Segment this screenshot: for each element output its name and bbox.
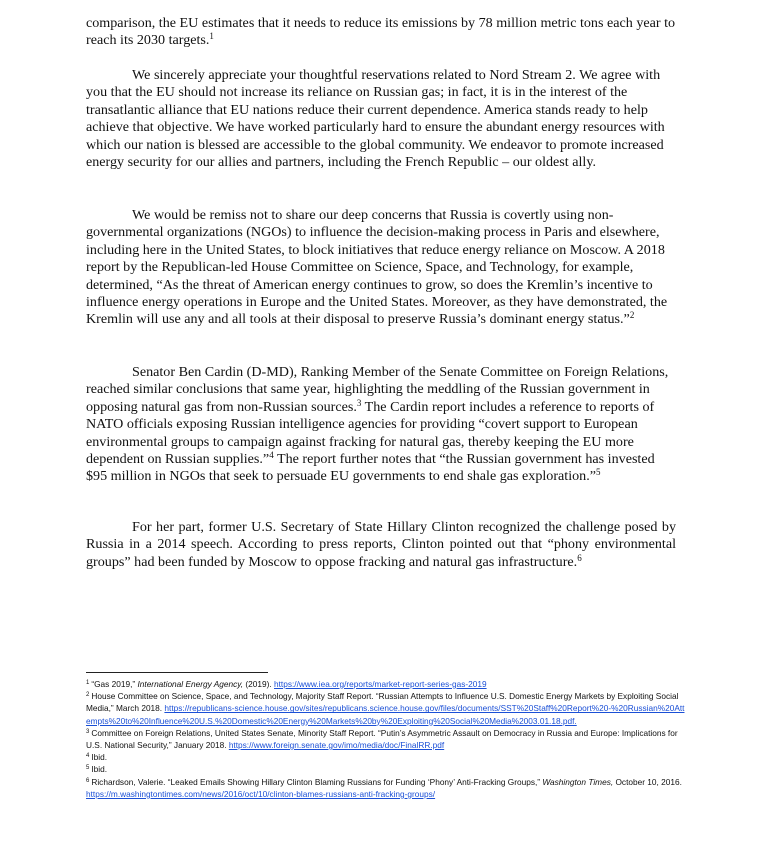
footnote-source: Washington Times, <box>542 776 614 787</box>
paragraph-text: For her part, former U.S. Secretary of State Hillary Clinton recognized the challenge posed by Russia in a 2014 speech. According to press reports, Clinton pointed out that “phony environmental groups” had been funded by Moscow to oppose fracking and natural gas infrastructure. <box>86 519 676 570</box>
footnote-4 <box>86 751 686 763</box>
footnote-link[interactable]: https://www.iea.org/reports/market-report-series-gas-2019 <box>274 679 487 689</box>
footnote-6 <box>86 776 686 800</box>
footnote-ref: 3 <box>356 397 362 408</box>
footnote-link[interactable]: https://www.foreign.senate.gov/imo/media/doc/FinalRR.pdf <box>228 740 445 751</box>
footnote-ref: 2 <box>629 310 635 321</box>
footnote-ref: 6 <box>577 552 582 563</box>
footnote-ref: 5 <box>596 467 601 478</box>
footnote-ref: 1 <box>209 31 214 42</box>
footnote-ref: 4 <box>269 450 274 461</box>
footnote-5 <box>86 763 686 775</box>
paragraph-text: comparison, the EU estimates that it needs to reduce its emissions by 78 million metric tons each year to reach its 2030 targets. <box>86 15 676 49</box>
footnote-number: 2 <box>86 692 90 699</box>
paragraph-text: We sincerely appreciate your thoughtful reservations related to Nord Stream 2. We agree with you that the EU should not increase its reliance on Russian gas; in fact, it is in the interest of the transatlantic alliance that EU nations reduce their current dependence. America stands ready to help achieve that objective. We have worked particularly hard to ensure the abundant energy resources with which our nation is blessed are accessible to the global community. We endeavor to promote increased energy security for our allies and partners, including the French Republic – our oldest ally. <box>86 67 665 171</box>
footnote-source: International Energy Agency, <box>137 679 244 689</box>
footnote-title: “Gas 2019,” <box>91 679 136 689</box>
footnote-number: 3 <box>86 728 90 735</box>
footnote-text: Richardson, Valerie. “Leaked Emails Showing Hillary Clinton Blaming Russians for Funding ‘Phony’ Anti-Fracking Groups,” <box>91 776 541 787</box>
footnote-text: Ibid. <box>91 764 108 775</box>
footnote-text: Committee on Foreign Relations, United States Senate, Minority Staff Report. “Putin’s Asymmetric Assault on Democracy in Russia and Europe: Implications for U.S. National Security,” January 2018. <box>86 727 678 751</box>
footnote-link[interactable]: https://republicans-science.house.gov/sites/republicans.science.house.gov/files/documents/SST%20Staff%20Report%20-%20Russian%20Attempts%20to%20Influence%20U.S.%20Domestic%20Energy%20Markets%20by%20Exploiting%20Social%20Media%2003.01.18.pdf. <box>86 703 685 726</box>
paragraph-clinton <box>86 519 676 571</box>
footnote-date: (2019). <box>245 679 272 689</box>
footnote-2 <box>86 690 686 727</box>
footnote-date: October 10, 2016. <box>615 776 682 787</box>
footnote-number: 5 <box>86 765 90 772</box>
footnote-number: 4 <box>86 753 90 760</box>
paragraph-text: The report further notes that “the Russian government has invested $95 million in NGOs that seek to persuade EU governments to end shale gas exploration.” <box>86 451 655 485</box>
paragraph-emissions <box>86 15 676 50</box>
paragraph-text: We would be remiss not to share our deep concerns that Russia is covertly using non-governmental organizations (NGOs) to influence the decision-making process in Paris and elsewhere, including here in the United States, to block initiatives that reduce energy reliance on Moscow. A 2018 report by the Republican-led House Committee on Science, Space, and Technology, for example, determined, “As the threat of American energy continues to grow, so does the Kremlin’s incentive to influence energy operations in Europe and the United States. Moreover, as they have demonstrated, the Kremlin will use any and all tools at their disposal to preserve Russia’s dominant energy status.” <box>86 207 668 328</box>
paragraph-cardin-report <box>86 364 676 486</box>
footnote-number: 1 <box>86 680 90 686</box>
paragraph-nord-stream <box>86 67 676 171</box>
footnote-link[interactable]: https://m.washingtontimes.com/news/2016/oct/10/clinton-blames-russians-anti-fracking-groups/ <box>86 788 436 799</box>
paragraph-text: The Cardin report includes a reference to reports of NATO officials exposing Russian intelligence agencies for providing “covert support to European environmental groups to campaign against fracking for natural gas, thereby keeping the EU more dependent on Russian supplies.” <box>86 398 655 468</box>
footnote-divider <box>86 672 268 673</box>
footnote-1 <box>86 678 686 690</box>
paragraph-text: Senator Ben Cardin (D-MD), Ranking Member of the Senate Committee on Foreign Relations, reached similar conclusions that same year, highlighting the meddling of the Russian government in opposing natural gas from non-Russian sources. <box>86 364 669 415</box>
footnote-text: House Committee on Science, Space, and Technology, Majority Staff Report. “Russian Attempts to Influence U.S. Domestic Energy Markets by Exploiting Social Media,” March 2018. <box>86 691 679 714</box>
footnotes <box>86 678 686 800</box>
footnote-number: 6 <box>86 777 90 784</box>
paragraph-ngo-concerns <box>86 207 676 329</box>
footnote-3 <box>86 727 686 751</box>
footnote-text: Ibid. <box>91 752 108 763</box>
